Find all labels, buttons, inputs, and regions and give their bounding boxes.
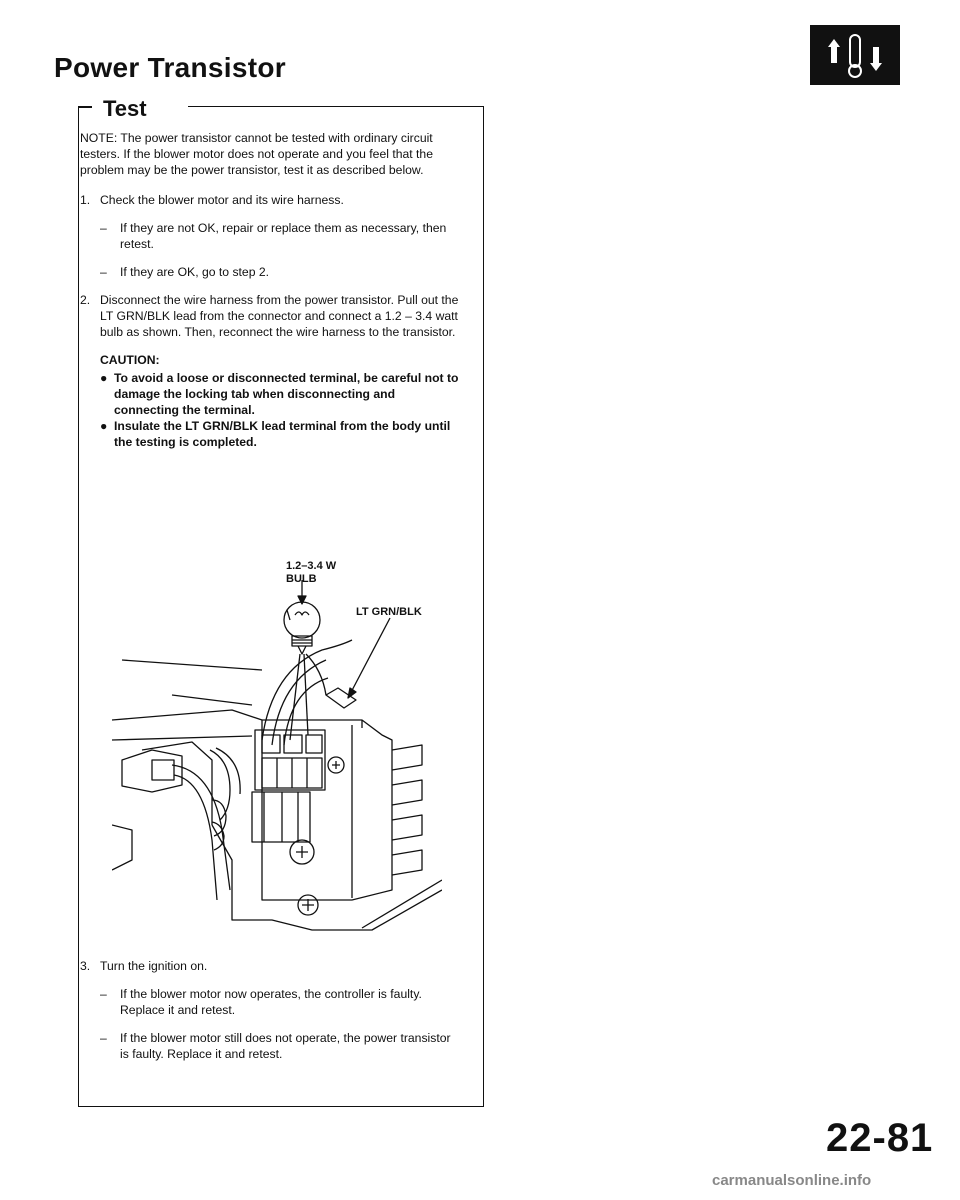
step-3-sub-2 (100, 1030, 460, 1062)
page-number: 22-81 (826, 1116, 934, 1160)
dash-mark: – (100, 1031, 107, 1045)
step-2 (80, 292, 460, 340)
dash-mark: – (100, 987, 107, 1001)
power-transistor-diagram (112, 560, 442, 940)
caution-item-2 (100, 418, 460, 450)
caution-block (80, 352, 460, 450)
step-number: 1. (80, 193, 91, 207)
lead-label: LT GRN/BLK (356, 606, 422, 618)
step-text: Disconnect the wire harness from the power transistor. Pull out the LT GRN/BLK lead from the connector and connect a 1.2 – 3.4 watt bulb as shown. Then, reconnect the wire harness to the transistor. (100, 293, 459, 339)
note-paragraph: NOTE: The power transistor cannot be tested with ordinary circuit testers. If the blower motor does not operate and you feel that the problem may be the power transistor, test it as described below. (80, 131, 433, 177)
step-1-sub-2 (100, 264, 460, 280)
caution-title: CAUTION: (100, 353, 160, 367)
section-heading: Test (95, 96, 155, 122)
frame-top-right (188, 106, 483, 107)
procedure-content (80, 130, 460, 462)
page-title: Power Transistor (54, 52, 286, 83)
step-3-block (80, 958, 460, 1074)
step-number: 3. (80, 959, 91, 973)
bulb-label-name: BULB (286, 573, 317, 585)
sub-text: If they are OK, go to step 2. (120, 265, 270, 279)
sub-text: If they are not OK, repair or replace them as necessary, then retest. (120, 221, 447, 251)
bulb-icon (284, 602, 320, 654)
step-text: Turn the ignition on. (100, 959, 208, 973)
heater-temperature-icon (810, 25, 900, 85)
bulb-label-wattage: 1.2–3.4 W (286, 560, 337, 572)
step-3-sub-1 (100, 986, 460, 1018)
dash-mark: – (100, 221, 107, 235)
sub-text: If the blower motor now operates, the controller is faulty. Replace it and retest. (120, 987, 422, 1017)
step-number: 2. (80, 293, 91, 307)
site-watermark: carmanualsonline.info (712, 1172, 872, 1189)
step-text: Check the blower motor and its wire harness. (100, 193, 344, 207)
bullet-icon: ● (100, 419, 108, 433)
step-1-sub-1 (100, 220, 460, 252)
step-3 (80, 958, 460, 974)
caution-item-1 (100, 370, 460, 418)
step-1 (80, 192, 460, 208)
bullet-icon: ● (100, 371, 108, 385)
sub-text: If the blower motor still does not operate, the power transistor is faulty. Replace it and retest. (120, 1031, 451, 1061)
caution-text: To avoid a loose or disconnected terminal, be careful not to damage the locking tab when disconnecting and connecting the terminal. (114, 371, 459, 417)
caution-text: Insulate the LT GRN/BLK lead terminal from the body until the testing is completed. (114, 419, 451, 449)
frame-top-left (78, 106, 92, 108)
dash-mark: – (100, 265, 107, 279)
